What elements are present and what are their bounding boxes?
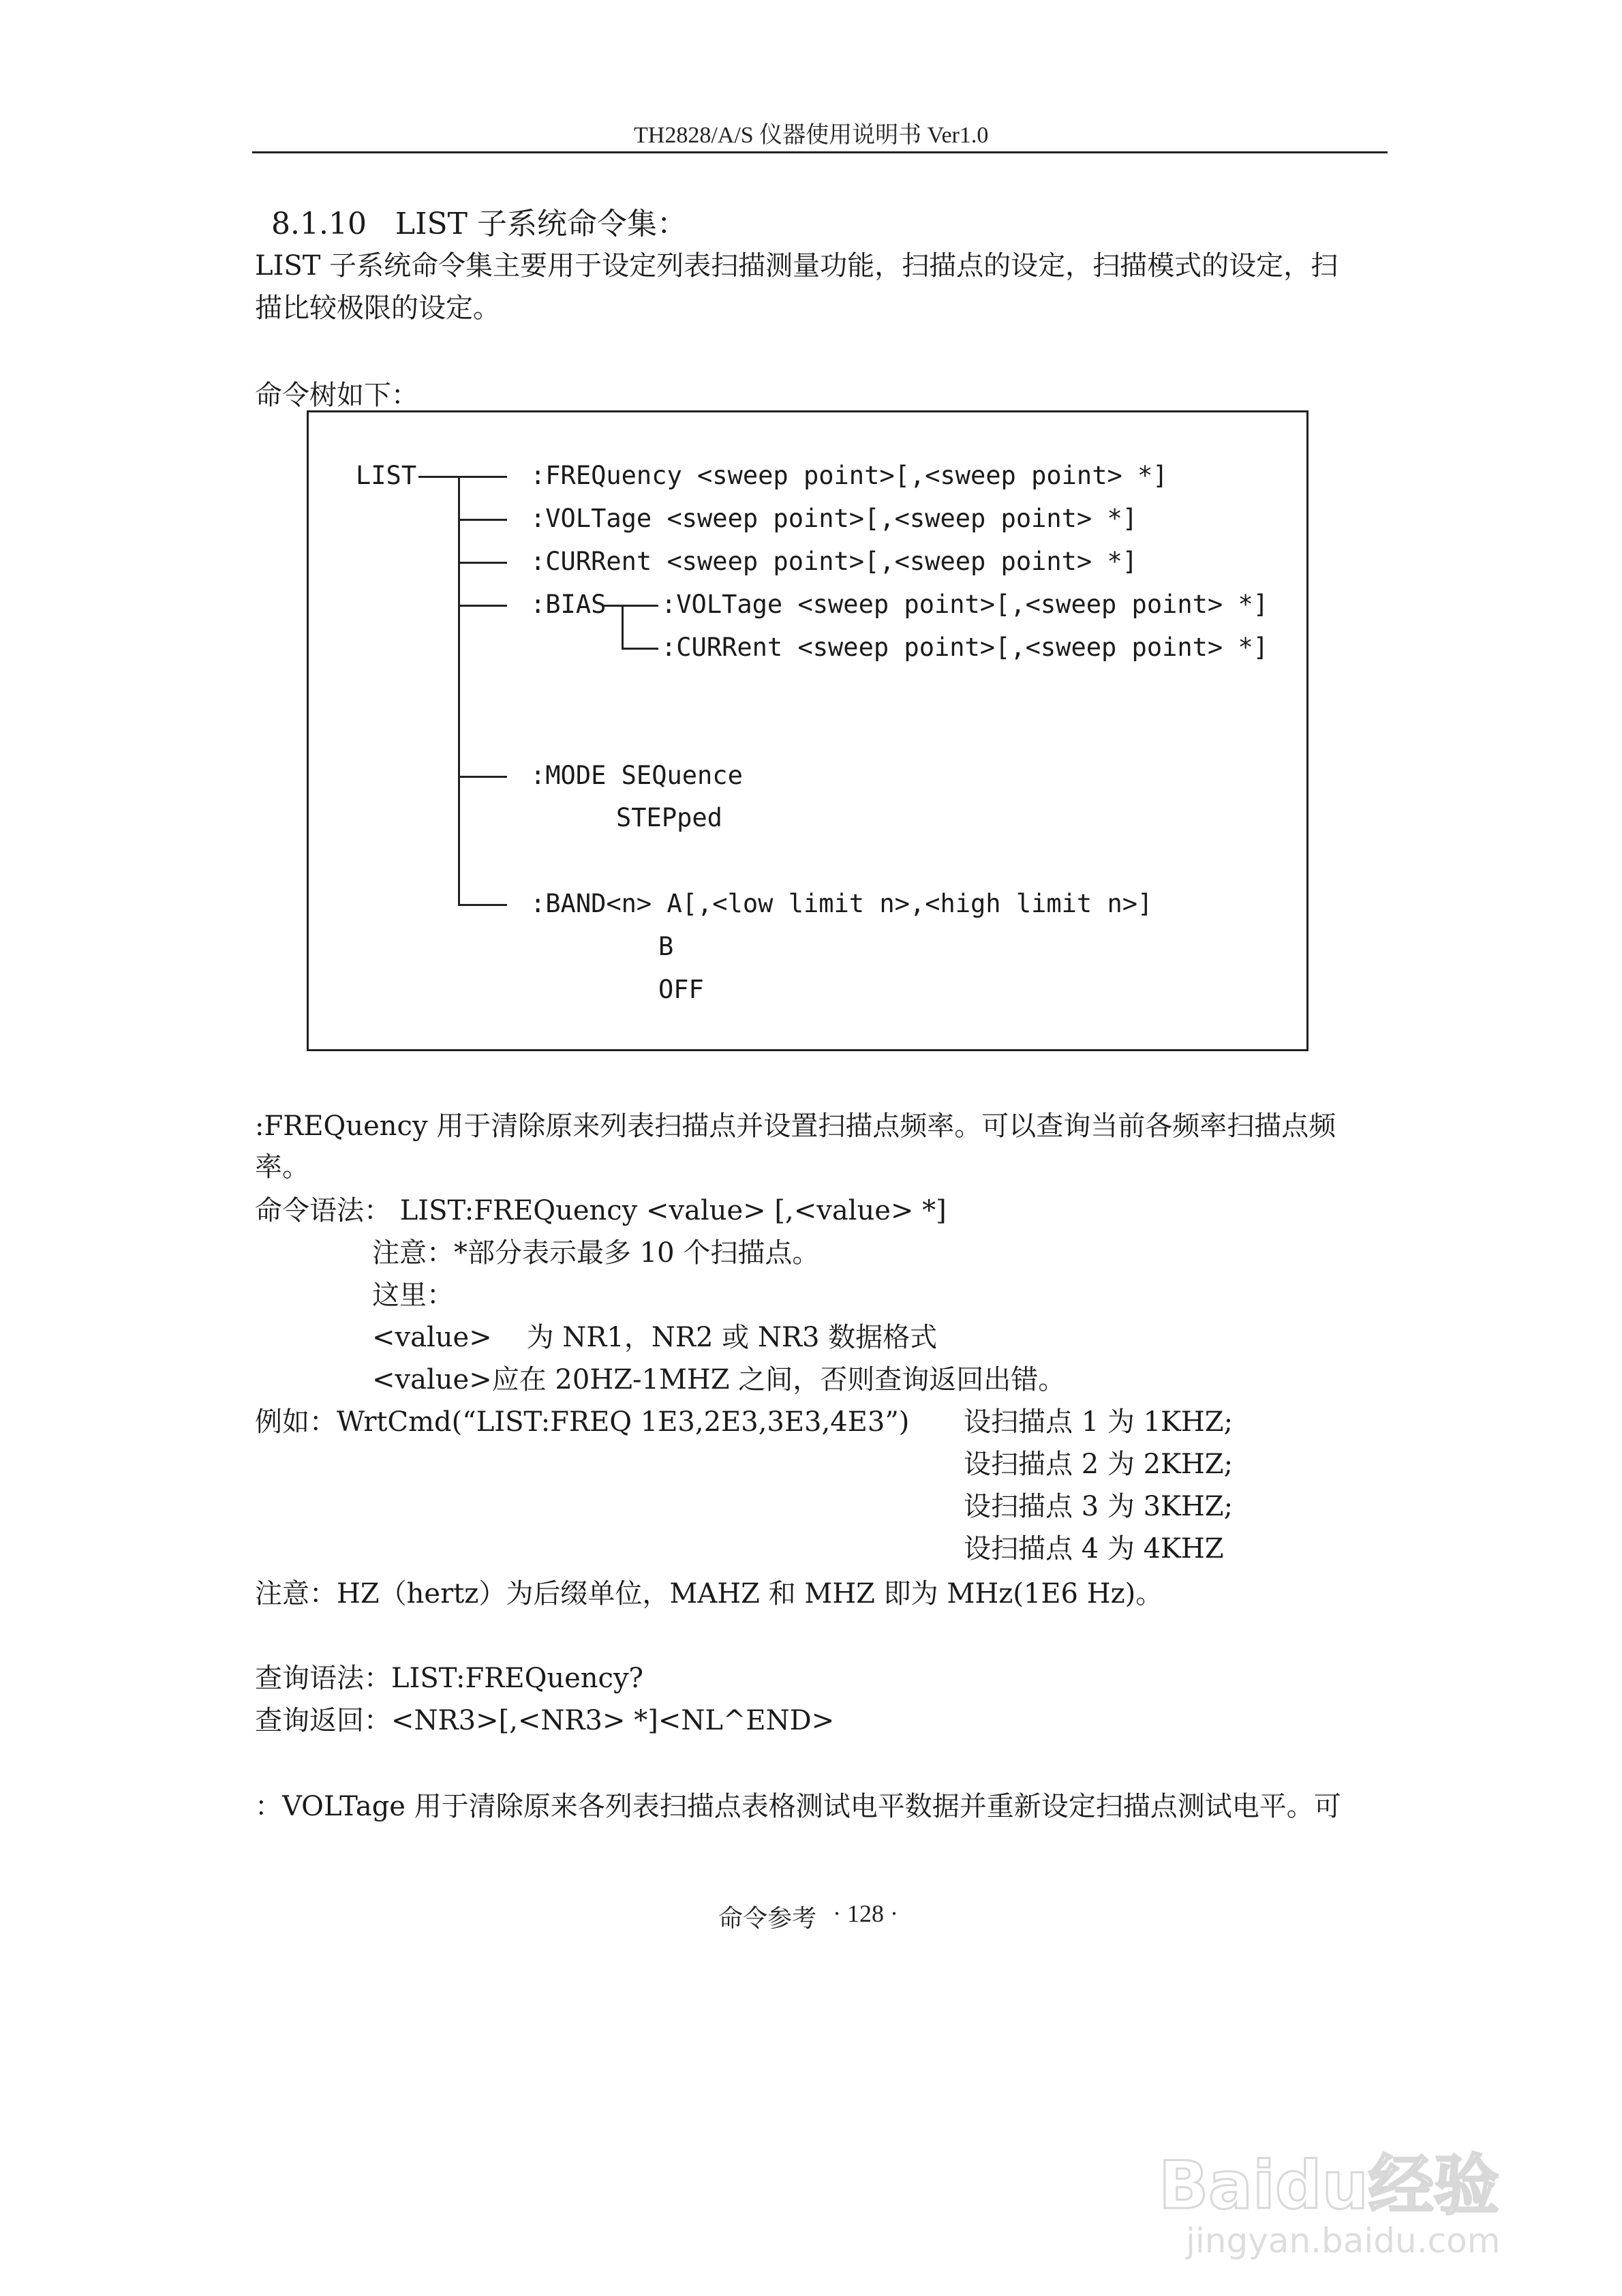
intro-line-1: LIST 子系统命令集主要用于设定列表扫描测量功能，扫描点的设定，扫描模式的设定，扫 [255,250,1338,282]
running-header: TH2828/A/S 仪器使用说明书 Ver1.0 [634,123,989,148]
frequency-desc-line-2: 率。 [255,1151,309,1183]
note-unit: 注意：HZ（hertz）为后缀单位，MAHZ 和 MHZ 即为 MHz(1E6 Hz)。 [255,1578,1163,1610]
tree-node-mode: :MODE SEQuence [530,761,743,790]
example-note-1: 设扫描点 1 为 1KHZ; [964,1406,1234,1438]
bias-subbranch-voltage [604,605,658,607]
tree-node-band-off: OFF [658,975,704,1004]
tree-label: 命令树如下： [255,380,418,411]
bias-subtrunk [622,605,624,648]
value-format: <value> 为 NR1，NR2 或 NR3 数据格式 [372,1322,938,1353]
bias-subbranch-current [622,648,658,650]
tree-node-bias-voltage: :VOLTage <sweep point>[,<sweep point> *] [661,590,1269,619]
example-note-4: 设扫描点 4 为 4KHZ [964,1533,1224,1565]
intro-line-2: 描比较极限的设定。 [255,292,500,324]
watermark-url: jingyan.baidu.com [1186,2221,1501,2261]
value-range: <value>应在 20HZ-1MHZ 之间，否则查询返回出错。 [372,1364,1066,1395]
command-syntax: 命令语法： LIST:FREQuency <value> [,<value> *] [255,1195,947,1226]
tree-branch-voltage [458,519,507,521]
tree-node-bias-current: :CURRent <sweep point>[,<sweep point> *] [661,633,1269,662]
tree-branch-current [458,562,507,564]
page-number: · 128 · [833,1900,898,1927]
tree-node-mode-stepped: STEPped [616,803,722,832]
tree-node-band-b: B [658,932,674,961]
header-rule [252,151,1388,153]
tree-node-frequency: :FREQuency <sweep point>[,<sweep point> *] [530,461,1168,490]
footer-label: 命令参考 [718,1905,817,1932]
tree-trunk [458,476,460,904]
voltage-desc-line-1: ：VOLTage 用于清除原来各列表扫描点表格测试电平数据并重新设定扫描点测试电平。可 [255,1791,1341,1822]
frequency-desc-line-1: :FREQuency 用于清除原来列表扫描点并设置扫描点频率。可以查询当前各频率扫描点频 [255,1111,1336,1142]
tree-node-band: :BAND<n> A[,<low limit n>,<high limit n>] [530,889,1153,918]
baidu-watermark [1159,2134,1567,2270]
tree-node-current: :CURRent <sweep point>[,<sweep point> *] [530,547,1138,576]
example-note-2: 设扫描点 2 为 2KHZ; [964,1449,1234,1480]
query-return: 查询返回：<NR3>[,<NR3> *]<NL^END> [255,1705,835,1736]
section-heading: 8.1.10 LIST 子系统命令集： [271,207,687,241]
tree-branch-band [458,904,507,906]
tree-branch-bias [458,605,507,607]
tree-node-voltage: :VOLTage <sweep point>[,<sweep point> *] [530,504,1138,533]
tree-root-connector [418,476,507,478]
watermark-brand: Baidu经验 [1159,2147,1499,2224]
example-note-3: 设扫描点 3 为 3KHZ; [964,1491,1234,1522]
note-star: 注意：*部分表示最多 10 个扫描点。 [372,1237,820,1269]
tree-root-list: LIST [356,461,417,490]
tree-node-bias: :BIAS [530,590,607,619]
tree-branch-mode [458,776,507,778]
example-command: 例如：WrtCmd(“LIST:FREQ 1E3,2E3,3E3,4E3”) [255,1406,910,1438]
query-syntax: 查询语法：LIST:FREQuency? [255,1663,643,1694]
here-label: 这里： [372,1280,454,1311]
